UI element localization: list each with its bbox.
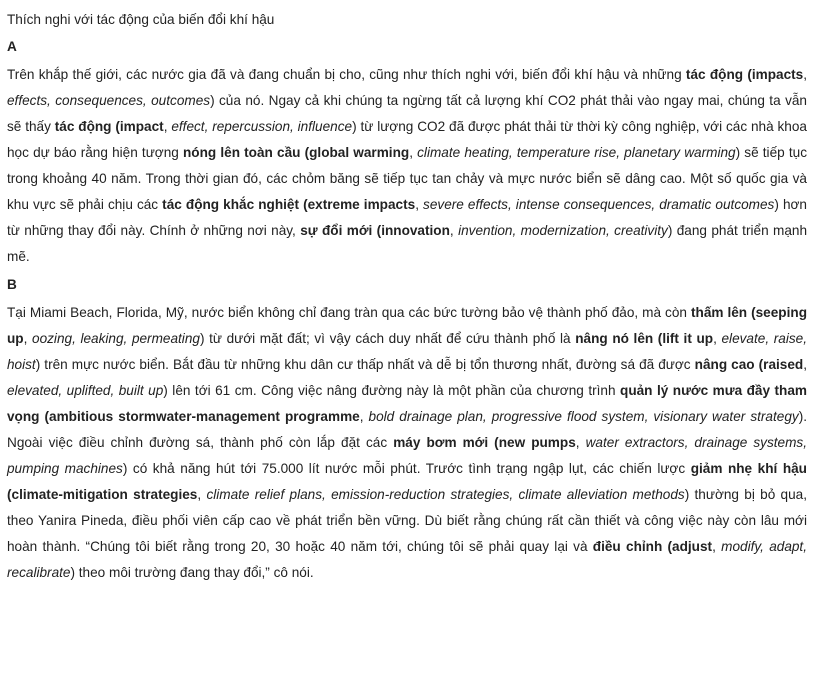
text-run: , [163,119,172,134]
keyword-term: nâng nó lên (lift it up [575,331,714,346]
text-run: , [575,435,586,450]
text-run: ) lên tới 61 cm. Công việc nâng đường này là một phần của chương trình [163,383,621,398]
keyword-term: thấm lên (seeping up [7,305,807,346]
text-run: ) hơn từ những thay đổi này. Chính ở những nơi này, [7,197,807,238]
keyword-term: tác động (impact [54,119,164,134]
section-b [7,274,807,586]
text-run: ) sẽ tiếp tục trong khoảng 40 năm. Trong thời gian đó, các chỏm băng sẽ tiếp tục tan chảy và mực nước biển sẽ dâng cao. Một số quốc gia và khu vực sẽ phải chịu các [7,145,807,212]
keyword-term: điều chỉnh (adjust [592,539,713,554]
synonym-list: water extractors, drainage systems, pumping machines [7,435,808,476]
text-run: ) từ dưới mặt đất; vì vậy cách duy nhất để cứu thành phố là [199,331,576,346]
text-run: ) từ lượng CO2 đã được phát thải từ thời kỳ công nghiệp, với các nhà khoa học dự báo rằng hiện tượng [7,119,807,160]
section-a [7,36,807,270]
keyword-term: nâng cao (raised [694,357,804,372]
synonym-list: elevate, raise, hoist [7,331,807,372]
text-run: ) đang phát triển mạnh mẽ. [7,223,808,264]
synonym-list: severe effects, intense consequences, dramatic outcomes [423,197,775,212]
keyword-term: nóng lên toàn cầu (global warming [183,145,410,160]
keyword-term: sự đổi mới (innovation [300,223,450,238]
synonym-list: climate relief plans, emission-reduction strategies, climate alleviation methods [206,487,685,502]
keyword-term: tác động khắc nghiệt (extreme impacts [162,197,416,212]
section-a-paragraph [7,62,807,270]
text-run: , [803,67,807,82]
article-title: Thích nghi với tác động của biến đổi khí hậu [7,12,275,27]
text-run: Tại Miami Beach, Florida, Mỹ, nước biển không chỉ đang tràn qua các bức tường bảo vệ thành phố đảo, mà còn [7,305,691,320]
synonym-list: modify, adapt, recalibrate [7,539,807,580]
synonym-list: effects, consequences, outcomes [7,93,211,108]
synonym-list: oozing, leaking, permeating [32,331,200,346]
synonym-list: bold drainage plan, progressive flood system, visionary water strategy [368,409,799,424]
keyword-term: tác động (impacts [685,67,804,82]
text-run: ) có khả năng hút tới 75.000 lít nước mỗi phút. Trước tình trạng ngập lụt, các chiến lược [122,461,691,476]
text-run: ) trên mực nước biển. Bắt đầu từ những khu dân cư thấp nhất và dễ bị tổn thương nhất, đường sá đã được [35,357,695,372]
section-heading-a: A [7,39,17,54]
text-run: Trên khắp thế giới, các nước gia đã và đang chuẩn bị cho, cũng như thích nghi với, biến đổi khí hậu và những [7,67,686,82]
text-run: , [415,197,424,212]
synonym-list: elevated, uplifted, built up [7,383,164,398]
text-run: , [713,331,722,346]
synonym-list: climate heating, temperature rise, planetary warming [417,145,736,160]
section-b-paragraph [7,300,807,586]
text-run: , [803,357,807,372]
text-run: , [23,331,33,346]
synonym-list: invention, modernization, creativity [458,223,668,238]
text-run: ) của nó. Ngay cả khi chúng ta ngừng tất cả lượng khí CO2 phát thải vào ngay mai, chúng ta vẫn sẽ thấy [7,93,807,134]
text-run: , [409,145,418,160]
synonym-list: effect, repercussion, influence [171,119,353,134]
text-run: ) theo môi trường đang thay đổi,” cô nói. [70,565,314,580]
text-run: , [359,409,369,424]
keyword-term: quản lý nước mưa đầy tham vọng (ambitious stormwater-management programme [7,383,807,424]
text-run: , [712,539,722,554]
text-run: ) thường bị bỏ qua, theo Yanira Pineda, điều phối viên cấp cao về phát triển bền vững. Dù biết rằng chúng rất cần thiết và công việc này còn lâu mới hoàn thành. “Chúng tôi biết rằng trong 20, 30 hoặc 40 năm tới, chúng tôi sẽ phải quay lại và [7,487,808,554]
keyword-term: máy bơm mới (new pumps [393,435,576,450]
keyword-term: giảm nhẹ khí hậu (climate-mitigation strategies [7,461,807,502]
text-run: , [449,223,459,238]
text-run: ). Ngoài việc điều chỉnh đường sá, thành phố còn lắp đặt các [7,409,807,450]
section-heading-b: B [7,277,17,292]
text-run: , [197,487,207,502]
